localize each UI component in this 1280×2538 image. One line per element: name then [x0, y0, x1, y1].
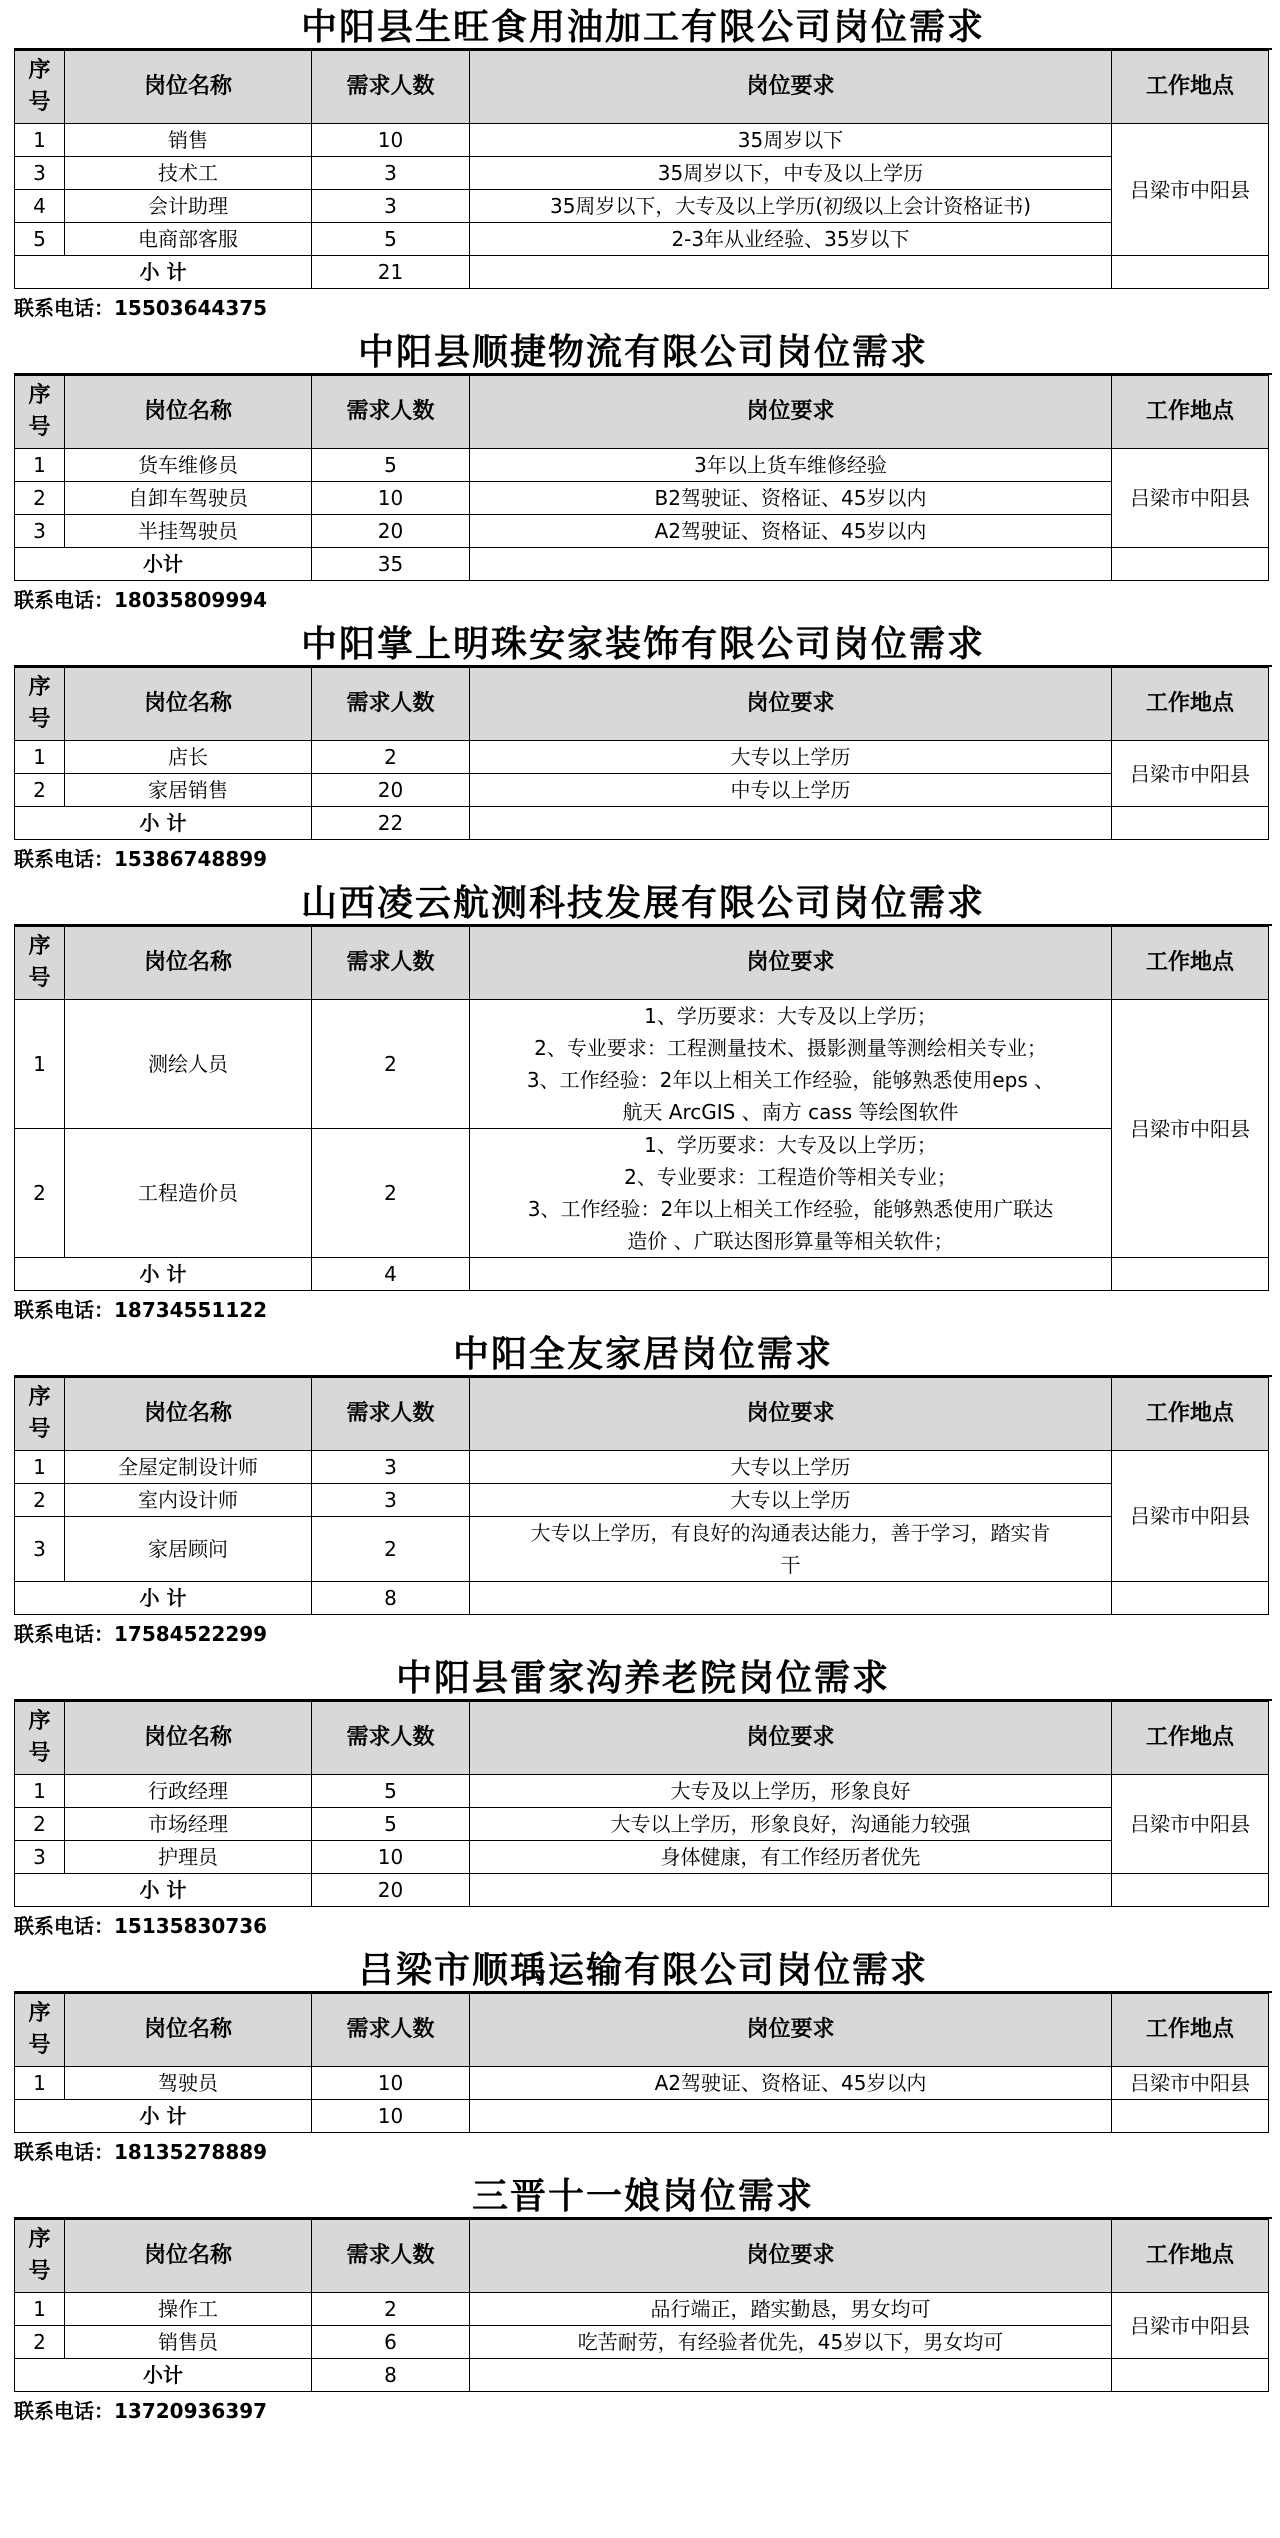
job-table — [14, 50, 1269, 289]
row-count: 2 — [312, 2293, 470, 2326]
row-seq: 1 — [15, 1775, 65, 1808]
requirement-line: 3年以上货车维修经验 — [694, 453, 887, 477]
subtotal-row — [15, 1258, 1269, 1291]
requirement-line: 吃苦耐劳，有经验者优先，45岁以下，男女均可 — [577, 2330, 1004, 2354]
row-seq: 1 — [15, 124, 65, 157]
row-count: 5 — [312, 1775, 470, 1808]
header-seq: 序 号 — [15, 927, 65, 1000]
table-row — [15, 1129, 1269, 1258]
table-header-row — [15, 1702, 1269, 1775]
row-requirements — [470, 515, 1112, 548]
table-row — [15, 482, 1269, 515]
header-position-name: 岗位名称 — [65, 1994, 312, 2067]
subtotal-count: 22 — [312, 807, 470, 840]
contact-phone: 联系电话：17584522299 — [14, 1622, 268, 1646]
row-count: 20 — [312, 515, 470, 548]
subtotal-label: 小 计 — [15, 2100, 312, 2133]
contact-phone: 联系电话：18035809994 — [14, 588, 268, 612]
table-row — [15, 1841, 1269, 1874]
row-count: 10 — [312, 124, 470, 157]
row-requirements — [470, 190, 1112, 223]
company-block — [0, 325, 1280, 617]
header-requirements: 岗位要求 — [470, 927, 1112, 1000]
work-location: 吕梁市中阳县 — [1112, 741, 1269, 807]
requirement-line: 大专以上学历 — [730, 1455, 851, 1479]
row-seq: 2 — [15, 482, 65, 515]
work-location: 吕梁市中阳县 — [1112, 2067, 1269, 2100]
header-count: 需求人数 — [312, 1994, 470, 2067]
contact-phone: 联系电话：15386748899 — [14, 847, 268, 871]
subtotal-empty-cell — [470, 548, 1112, 581]
subtotal-row — [15, 1874, 1269, 1907]
work-location: 吕梁市中阳县 — [1112, 449, 1269, 548]
table-row — [15, 774, 1269, 807]
header-count: 需求人数 — [312, 927, 470, 1000]
table-header-row — [15, 2220, 1269, 2293]
row-position-name: 销售员 — [65, 2326, 312, 2359]
job-table — [14, 375, 1269, 581]
requirement-line: 航天 ArcGIS 、南方 cass 等绘图软件 — [622, 1100, 959, 1124]
header-seq: 序 号 — [15, 1702, 65, 1775]
row-position-name: 市场经理 — [65, 1808, 312, 1841]
company-title: 中阳掌上明珠安家装饰有限公司岗位需求 — [14, 617, 1272, 667]
header-location: 工作地点 — [1112, 927, 1269, 1000]
row-requirements — [470, 1484, 1112, 1517]
row-position-name: 家居销售 — [65, 774, 312, 807]
requirement-line: A2驾驶证、资格证、45岁以内 — [654, 2071, 927, 2095]
requirement-line: 造价 、广联达图形算量等相关软件； — [627, 1229, 954, 1253]
table-header-row — [15, 376, 1269, 449]
header-position-name: 岗位名称 — [65, 51, 312, 124]
row-requirements — [470, 1129, 1112, 1258]
row-seq: 1 — [15, 2067, 65, 2100]
header-count: 需求人数 — [312, 376, 470, 449]
row-position-name: 全屋定制设计师 — [65, 1451, 312, 1484]
row-seq: 5 — [15, 223, 65, 256]
row-requirements — [470, 2326, 1112, 2359]
subtotal-empty-cell — [1112, 1582, 1269, 1615]
subtotal-label: 小 计 — [15, 1258, 312, 1291]
job-table — [14, 2219, 1269, 2392]
requirement-line: A2驾驶证、资格证、45岁以内 — [654, 519, 927, 543]
requirement-line: 2-3年从业经验、35岁以下 — [671, 227, 910, 251]
subtotal-empty-cell — [1112, 1874, 1269, 1907]
header-location: 工作地点 — [1112, 1994, 1269, 2067]
row-count: 2 — [312, 1000, 470, 1129]
row-position-name: 驾驶员 — [65, 2067, 312, 2100]
row-position-name: 家居顾问 — [65, 1517, 312, 1582]
work-location: 吕梁市中阳县 — [1112, 124, 1269, 256]
requirement-line: 大专以上学历 — [730, 1488, 851, 1512]
row-requirements — [470, 1000, 1112, 1129]
job-table — [14, 926, 1269, 1291]
company-block — [0, 1943, 1280, 2169]
subtotal-empty-cell — [470, 807, 1112, 840]
row-count: 2 — [312, 1517, 470, 1582]
table-row — [15, 1451, 1269, 1484]
job-table — [14, 1377, 1269, 1615]
table-row — [15, 1775, 1269, 1808]
header-seq: 序 号 — [15, 376, 65, 449]
table-row — [15, 1484, 1269, 1517]
row-position-name: 货车维修员 — [65, 449, 312, 482]
row-requirements — [470, 449, 1112, 482]
subtotal-row — [15, 2359, 1269, 2392]
requirement-line: 身体健康，有工作经历者优先 — [660, 1845, 921, 1869]
subtotal-empty-cell — [470, 2100, 1112, 2133]
subtotal-empty-cell — [1112, 807, 1269, 840]
row-position-name: 电商部客服 — [65, 223, 312, 256]
row-position-name: 室内设计师 — [65, 1484, 312, 1517]
header-seq: 序 号 — [15, 668, 65, 741]
requirement-line: 35周岁以下 — [737, 128, 844, 152]
row-count: 2 — [312, 1129, 470, 1258]
row-requirements — [470, 741, 1112, 774]
company-block — [0, 876, 1280, 1327]
row-requirements — [470, 482, 1112, 515]
subtotal-empty-cell — [1112, 256, 1269, 289]
table-row — [15, 741, 1269, 774]
header-location: 工作地点 — [1112, 376, 1269, 449]
job-table — [14, 1701, 1269, 1907]
row-count: 5 — [312, 449, 470, 482]
subtotal-count: 10 — [312, 2100, 470, 2133]
table-header-row — [15, 927, 1269, 1000]
table-row — [15, 1000, 1269, 1129]
header-count: 需求人数 — [312, 1378, 470, 1451]
row-count: 2 — [312, 741, 470, 774]
work-location: 吕梁市中阳县 — [1112, 1000, 1269, 1258]
requirement-line: 大专以上学历，形象良好，沟通能力较强 — [610, 1812, 971, 1836]
contact-phone: 联系电话：13720936397 — [14, 2399, 268, 2423]
row-seq: 3 — [15, 157, 65, 190]
company-title: 山西凌云航测科技发展有限公司岗位需求 — [14, 876, 1272, 926]
table-row — [15, 157, 1269, 190]
subtotal-row — [15, 807, 1269, 840]
row-seq: 3 — [15, 1841, 65, 1874]
subtotal-label: 小 计 — [15, 1582, 312, 1615]
row-count: 3 — [312, 1484, 470, 1517]
header-requirements: 岗位要求 — [470, 668, 1112, 741]
header-location: 工作地点 — [1112, 1702, 1269, 1775]
requirement-line: 1、学历要求：大专及以上学历； — [644, 1004, 937, 1028]
subtotal-count: 20 — [312, 1874, 470, 1907]
subtotal-count: 4 — [312, 1258, 470, 1291]
header-count: 需求人数 — [312, 668, 470, 741]
job-table — [14, 1993, 1269, 2133]
subtotal-label: 小 计 — [15, 256, 312, 289]
row-count: 20 — [312, 774, 470, 807]
work-location: 吕梁市中阳县 — [1112, 2293, 1269, 2359]
table-row — [15, 190, 1269, 223]
row-position-name: 操作工 — [65, 2293, 312, 2326]
row-count: 3 — [312, 1451, 470, 1484]
header-requirements: 岗位要求 — [470, 1378, 1112, 1451]
work-location: 吕梁市中阳县 — [1112, 1775, 1269, 1874]
subtotal-row — [15, 548, 1269, 581]
row-position-name: 测绘人员 — [65, 1000, 312, 1129]
row-count: 3 — [312, 190, 470, 223]
subtotal-count: 8 — [312, 2359, 470, 2392]
requirement-line: 35周岁以下，大专及以上学历(初级以上会计资格证书) — [549, 194, 1032, 218]
table-header-row — [15, 668, 1269, 741]
company-title: 中阳县顺捷物流有限公司岗位需求 — [14, 325, 1272, 375]
row-position-name: 行政经理 — [65, 1775, 312, 1808]
requirement-line: 大专以上学历 — [730, 745, 851, 769]
header-location: 工作地点 — [1112, 2220, 1269, 2293]
requirement-line: 35周岁以下，中专及以上学历 — [657, 161, 924, 185]
subtotal-row — [15, 256, 1269, 289]
subtotal-empty-cell — [1112, 2100, 1269, 2133]
subtotal-count: 8 — [312, 1582, 470, 1615]
header-requirements: 岗位要求 — [470, 376, 1112, 449]
subtotal-count: 35 — [312, 548, 470, 581]
row-position-name: 护理员 — [65, 1841, 312, 1874]
row-requirements — [470, 1451, 1112, 1484]
header-count: 需求人数 — [312, 51, 470, 124]
header-count: 需求人数 — [312, 1702, 470, 1775]
header-seq: 序 号 — [15, 1378, 65, 1451]
table-row — [15, 2326, 1269, 2359]
requirement-line: 3、工作经验：2年以上相关工作经验，能够熟悉使用广联达 — [527, 1197, 1054, 1221]
row-requirements — [470, 2293, 1112, 2326]
company-block — [0, 1651, 1280, 1943]
header-requirements: 岗位要求 — [470, 1994, 1112, 2067]
subtotal-empty-cell — [470, 1258, 1112, 1291]
row-count: 5 — [312, 1808, 470, 1841]
row-count: 3 — [312, 157, 470, 190]
header-seq: 序 号 — [15, 1994, 65, 2067]
row-count: 10 — [312, 482, 470, 515]
row-requirements — [470, 774, 1112, 807]
row-position-name: 销售 — [65, 124, 312, 157]
header-position-name: 岗位名称 — [65, 1378, 312, 1451]
requirement-line: 中专以上学历 — [730, 778, 851, 802]
row-requirements — [470, 124, 1112, 157]
header-position-name: 岗位名称 — [65, 927, 312, 1000]
row-requirements — [470, 223, 1112, 256]
contact-phone: 联系电话：18734551122 — [14, 1298, 268, 1322]
row-seq: 2 — [15, 1484, 65, 1517]
requirement-line: 大专以上学历，有良好的沟通表达能力，善于学习，踏实肯 — [530, 1521, 1051, 1545]
row-position-name: 店长 — [65, 741, 312, 774]
company-block — [0, 0, 1280, 325]
subtotal-label: 小计 — [15, 548, 312, 581]
row-requirements — [470, 2067, 1112, 2100]
row-seq: 1 — [15, 449, 65, 482]
header-seq: 序 号 — [15, 51, 65, 124]
row-count: 10 — [312, 2067, 470, 2100]
row-position-name: 自卸车驾驶员 — [65, 482, 312, 515]
table-row — [15, 2293, 1269, 2326]
table-header-row — [15, 1994, 1269, 2067]
table-row — [15, 223, 1269, 256]
subtotal-empty-cell — [1112, 548, 1269, 581]
company-title: 中阳县雷家沟养老院岗位需求 — [14, 1651, 1272, 1701]
work-location: 吕梁市中阳县 — [1112, 1451, 1269, 1582]
row-position-name: 半挂驾驶员 — [65, 515, 312, 548]
header-seq: 序 号 — [15, 2220, 65, 2293]
table-row — [15, 124, 1269, 157]
row-position-name: 工程造价员 — [65, 1129, 312, 1258]
requirement-line: 2、专业要求：工程测量技术、摄影测量等测绘相关专业； — [534, 1036, 1047, 1060]
row-seq: 1 — [15, 1000, 65, 1129]
table-header-row — [15, 1378, 1269, 1451]
row-seq: 2 — [15, 1808, 65, 1841]
subtotal-label: 小计 — [15, 2359, 312, 2392]
requirement-line: 1、学历要求：大专及以上学历； — [644, 1133, 937, 1157]
row-seq: 2 — [15, 1129, 65, 1258]
subtotal-empty-cell — [470, 2359, 1112, 2392]
requirement-line: 品行端正，踏实勤恳，男女均可 — [650, 2297, 931, 2321]
row-requirements — [470, 1841, 1112, 1874]
header-position-name: 岗位名称 — [65, 668, 312, 741]
row-position-name: 会计助理 — [65, 190, 312, 223]
contact-phone: 联系电话：15503644375 — [14, 296, 268, 320]
requirement-line: 3、工作经验：2年以上相关工作经验，能够熟悉使用eps 、 — [526, 1068, 1055, 1092]
row-count: 5 — [312, 223, 470, 256]
company-title: 三晋十一娘岗位需求 — [14, 2169, 1272, 2219]
header-requirements: 岗位要求 — [470, 1702, 1112, 1775]
subtotal-label: 小 计 — [15, 807, 312, 840]
company-title: 中阳全友家居岗位需求 — [14, 1327, 1272, 1377]
row-seq: 1 — [15, 1451, 65, 1484]
row-seq: 3 — [15, 515, 65, 548]
row-seq: 4 — [15, 190, 65, 223]
company-title: 吕梁市顺瑀运输有限公司岗位需求 — [14, 1943, 1272, 1993]
table-row — [15, 2067, 1269, 2100]
header-count: 需求人数 — [312, 2220, 470, 2293]
row-count: 6 — [312, 2326, 470, 2359]
header-location: 工作地点 — [1112, 668, 1269, 741]
job-table — [14, 667, 1269, 840]
requirement-line: 2、专业要求：工程造价等相关专业； — [624, 1165, 957, 1189]
row-seq: 1 — [15, 741, 65, 774]
subtotal-empty-cell — [470, 1874, 1112, 1907]
table-row — [15, 1808, 1269, 1841]
row-seq: 2 — [15, 774, 65, 807]
subtotal-row — [15, 2100, 1269, 2133]
header-position-name: 岗位名称 — [65, 376, 312, 449]
subtotal-empty-cell — [470, 1582, 1112, 1615]
row-seq: 3 — [15, 1517, 65, 1582]
header-position-name: 岗位名称 — [65, 2220, 312, 2293]
subtotal-row — [15, 1582, 1269, 1615]
row-position-name: 技术工 — [65, 157, 312, 190]
table-row — [15, 1517, 1269, 1582]
company-title: 中阳县生旺食用油加工有限公司岗位需求 — [14, 0, 1272, 50]
row-requirements — [470, 157, 1112, 190]
company-block — [0, 2169, 1280, 2428]
table-header-row — [15, 51, 1269, 124]
header-requirements: 岗位要求 — [470, 2220, 1112, 2293]
header-location: 工作地点 — [1112, 51, 1269, 124]
row-requirements — [470, 1775, 1112, 1808]
requirement-line: B2驾驶证、资格证、45岁以内 — [654, 486, 927, 510]
row-requirements — [470, 1808, 1112, 1841]
contact-phone: 联系电话：15135830736 — [14, 1914, 268, 1938]
contact-phone: 联系电话：18135278889 — [14, 2140, 268, 2164]
row-seq: 1 — [15, 2293, 65, 2326]
header-location: 工作地点 — [1112, 1378, 1269, 1451]
row-seq: 2 — [15, 2326, 65, 2359]
subtotal-empty-cell — [1112, 2359, 1269, 2392]
table-row — [15, 515, 1269, 548]
row-count: 10 — [312, 1841, 470, 1874]
subtotal-label: 小 计 — [15, 1874, 312, 1907]
subtotal-empty-cell — [470, 256, 1112, 289]
requirement-line: 干 — [780, 1553, 801, 1577]
requirement-line: 大专及以上学历，形象良好 — [670, 1779, 911, 1803]
header-requirements: 岗位要求 — [470, 51, 1112, 124]
subtotal-empty-cell — [1112, 1258, 1269, 1291]
subtotal-count: 21 — [312, 256, 470, 289]
company-block — [0, 617, 1280, 876]
header-position-name: 岗位名称 — [65, 1702, 312, 1775]
row-requirements — [470, 1517, 1112, 1582]
company-block — [0, 1327, 1280, 1651]
table-row — [15, 449, 1269, 482]
